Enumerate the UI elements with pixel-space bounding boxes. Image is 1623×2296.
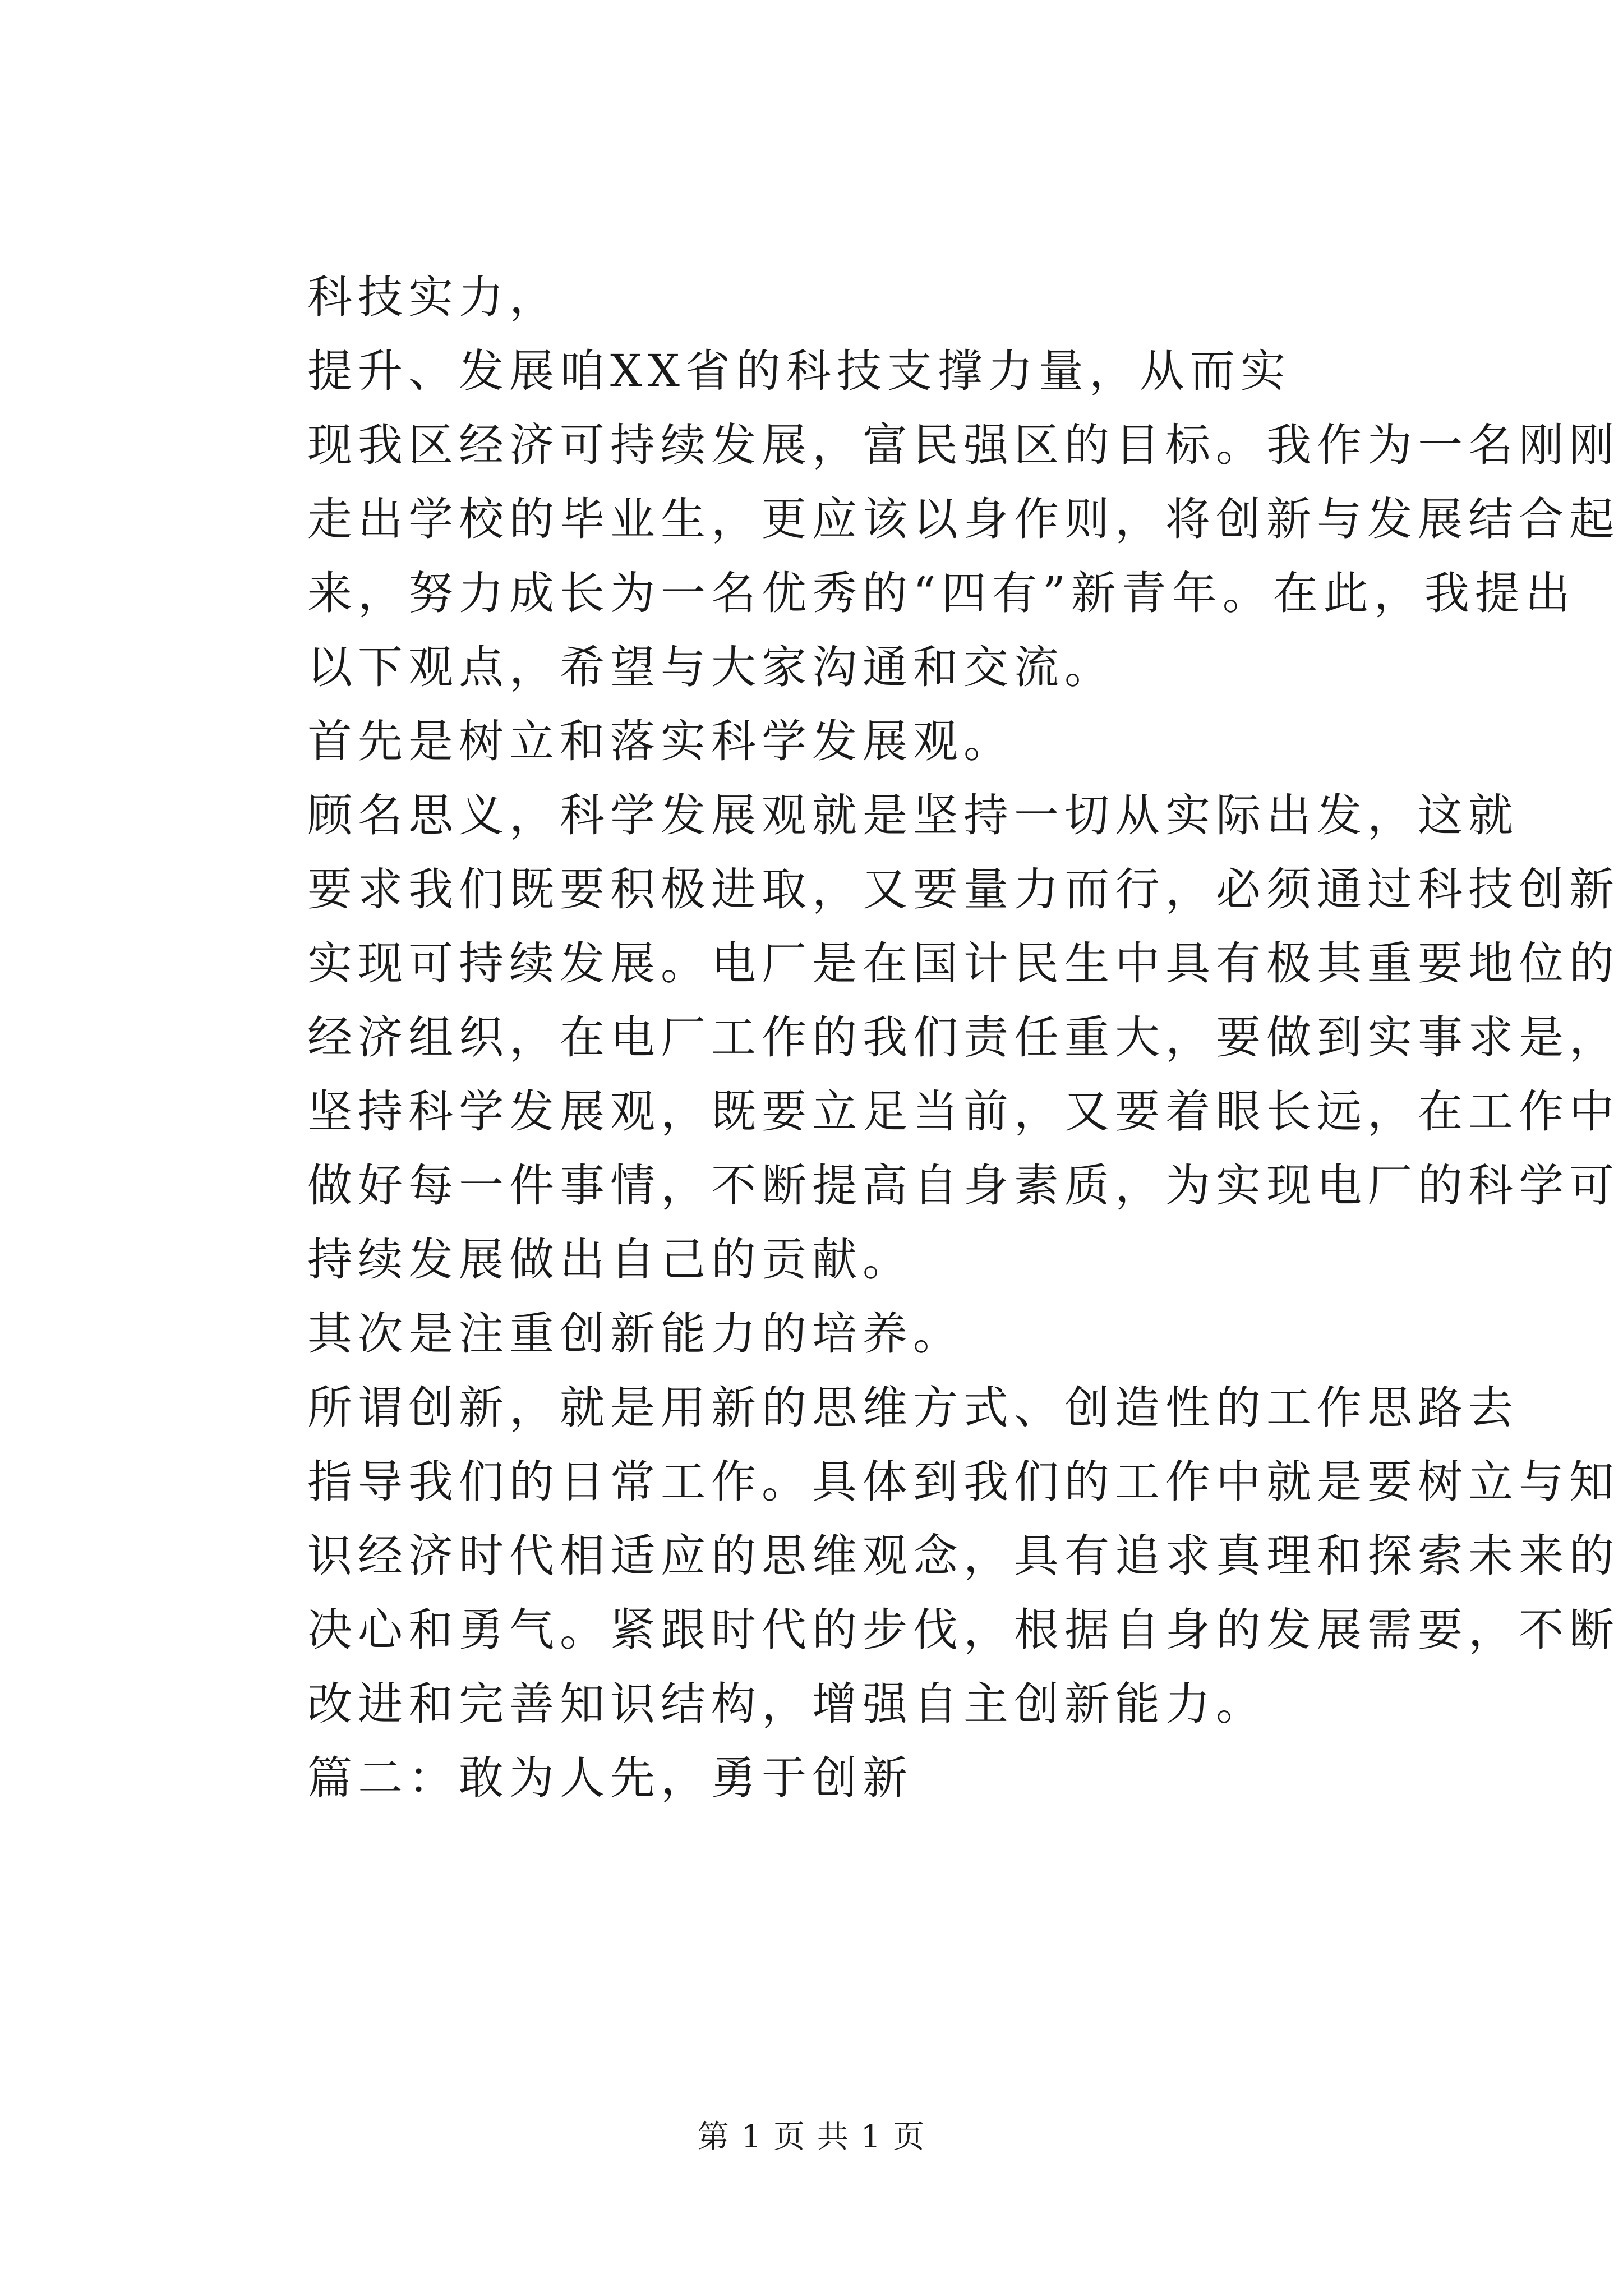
text-line-7: 首先是树立和落实科学发展观。 [307,715,1014,767]
text-line-3: 现我区经济可持续发展，富民强区的目标。我作为一名刚刚 [307,419,1620,471]
text-line-6: 以下观点，希望与大家沟通和交流。 [307,641,1115,693]
text-line-19: 决心和勇气。紧跟时代的步伐，根据自身的发展需要，不断 [307,1604,1620,1656]
text-line-17: 指导我们的日常工作。具体到我们的工作中就是要树立与知 [307,1456,1620,1508]
text-line-8: 顾名思义，科学发展观就是坚持一切从实际出发，这就 [307,789,1519,841]
text-line-15: 其次是注重创新能力的培养。 [307,1308,963,1360]
text-line-20: 改进和完善知识结构，增强自主创新能力。 [307,1678,1266,1730]
page-footer: 第 1 页 共 1 页 [697,2119,926,2155]
text-line-12: 坚持科学发展观，既要立足当前，又要着眼长远，在工作中 [307,1085,1620,1138]
text-line-5: 来，努力成长为一名优秀的“四有”新青年。在此，我提出 [307,567,1576,619]
text-line-11: 经济组织，在电厂工作的我们责任重大，要做到实事求是， [307,1011,1620,1064]
text-line-18: 识经济时代相适应的思维观念，具有追求真理和探索未来的 [307,1530,1620,1582]
text-line-10: 实现可持续发展。电厂是在国计民生中具有极其重要地位的 [307,937,1620,990]
text-line-4: 走出学校的毕业生，更应该以身作则，将创新与发展结合起 [307,493,1620,545]
text-line-2: 提升、发展咱XX省的科技支撑力量，从而实 [307,345,1291,397]
text-line-13: 做好每一件事情，不断提高自身素质，为实现电厂的科学可 [307,1159,1620,1212]
document-body [307,260,1620,1815]
text-line-14: 持续发展做出自己的贡献。 [307,1234,913,1286]
text-line-9: 要求我们既要积极进取，又要量力而行，必须通过科技创新 [307,863,1620,915]
section-heading: 篇二：敢为人先，勇于创新 [307,1752,913,1804]
text-line-16: 所谓创新，就是用新的思维方式、创造性的工作思路去 [307,1382,1519,1434]
text-line-1: 科技实力， [307,271,560,323]
